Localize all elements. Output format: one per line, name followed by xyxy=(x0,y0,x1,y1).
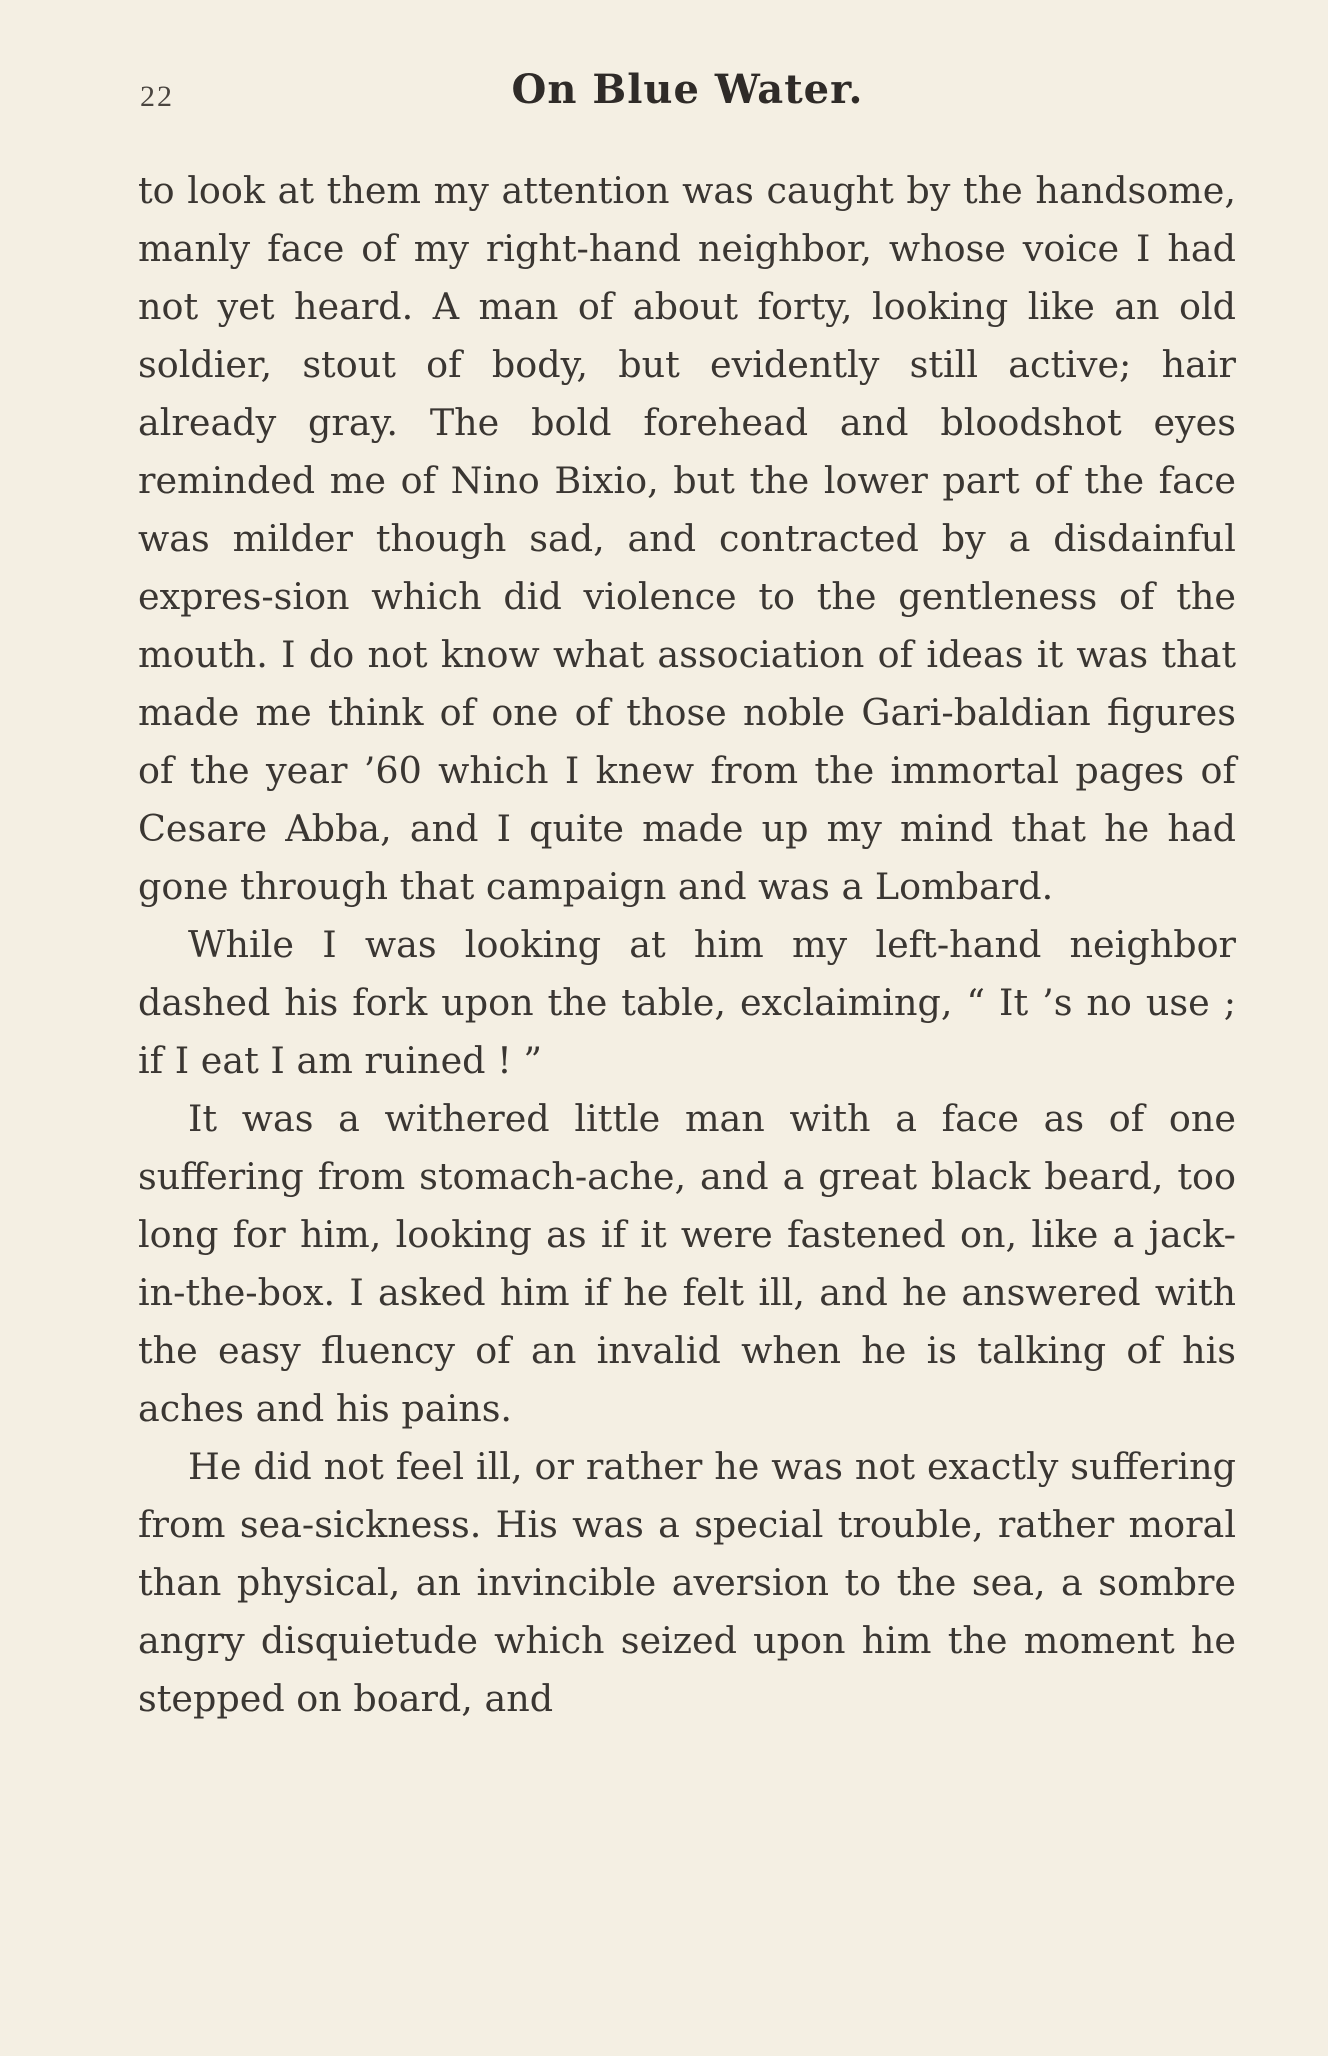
running-title: On Blue Water. xyxy=(511,66,864,113)
paragraph: It was a withered little man with a face as of one suffering from stomach-ache, and a great black beard, too long for him, looking as if it were fastened on, like a jack-in-the-box. I asked him if he felt ill, and he answered with the easy fluency of an invalid when he is talking of his aches and his pains. xyxy=(138,1097,1236,1430)
running-head xyxy=(140,66,1235,126)
paragraph: He did not feel ill, or rather he was not exactly suffering from sea-sickness. His was a special trouble, rather moral than physical, an invincible aversion to the sea, a sombre angry disquietude which seized upon him the moment he stepped on board, and xyxy=(138,1445,1236,1720)
paragraph-continued: to look at them my attention was caught by the handsome, manly face of my right-hand neighbor, whose voice I had not yet heard. A man of about forty, looking like an old soldier, stout of body, but evidently still active; hair already gray. The bold forehead and bloodshot eyes reminded me of Nino Bixio, but the lower part of the face was milder though sad, and contracted by a disdainful expres-sion which did violence to the gentleness of the mouth. I do not know what association of ideas it was that made me think of one of those noble Gari-baldian figures of the year ’60 which I knew from the immortal pages of Cesare Abba, and I quite made up my mind that he had gone through that campaign and was a Lombard. xyxy=(138,169,1236,908)
body-text xyxy=(138,162,1236,1728)
paragraph: While I was looking at him my left-hand neighbor dashed his fork upon the table, exclaiming, “ It ’s no use ; if I eat I am ruined ! ” xyxy=(138,923,1236,1082)
page-number: 22 xyxy=(140,80,174,113)
